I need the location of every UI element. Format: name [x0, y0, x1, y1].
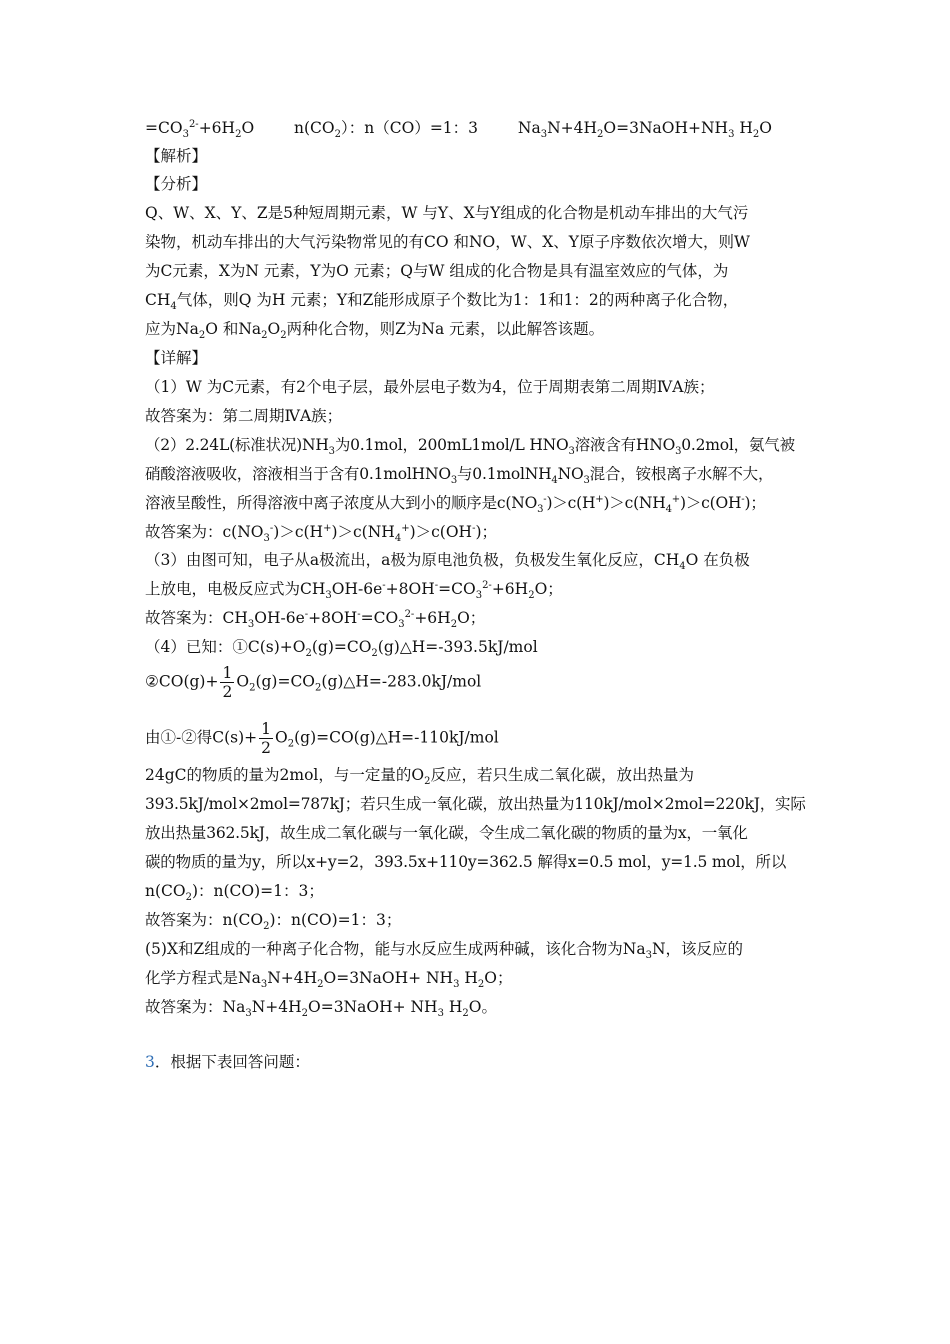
subscript: 3 [260, 979, 268, 990]
text-fragment: )＞c(NH [331, 523, 395, 541]
superscript: 2- [482, 580, 492, 591]
subscript: 2 [263, 921, 270, 932]
heading-fenxi: 【分析】 [145, 175, 208, 193]
subscript: 3 [437, 1008, 444, 1019]
text-fragment: O； [484, 969, 513, 987]
text-fragment: 化学方程式是Na [145, 969, 261, 987]
subscript: 4 [394, 533, 402, 544]
text-fragment: (g)△H=-393.5kJ/mol [377, 638, 538, 656]
detail-part4-answer [145, 910, 401, 930]
superscript: - [382, 580, 386, 591]
analysis-line-2: 染物，机动车排出的大气污染物常见的有CO 和NO，W、X、Y原子序数依次增大，则W [145, 233, 750, 251]
detail-part3-line1 [145, 550, 750, 570]
subscript: 4 [551, 475, 558, 486]
answer-fragment: =CO [145, 119, 183, 137]
answer-fragment: O [759, 119, 772, 137]
text-fragment: OH-6e [254, 609, 305, 627]
subscript: 2 [477, 979, 485, 990]
text-fragment: O [236, 672, 250, 691]
text-fragment: 由①-②得C(s)+ [145, 728, 258, 747]
text-fragment: ②CO(g)+ [145, 672, 219, 691]
text-fragment: n(CO [145, 882, 186, 900]
text-fragment: O； [457, 609, 486, 627]
text-fragment: N+4H [267, 969, 318, 987]
detail-part4-line6: 放出热量362.5kJ，故生成二氧化碳与一氧化碳，令生成二氧化碳的物质的量为x，一氧化 [145, 824, 748, 842]
subscript: 3 [583, 475, 590, 486]
text-fragment: 混合，铵根离子水解不大， [589, 465, 774, 483]
superscript: + [323, 523, 332, 534]
text-fragment: 反应，若只生成二氧化碳，放出热量为 [430, 766, 694, 784]
subscript: 4 [665, 504, 672, 515]
text-fragment: 气体，则Q 为H 元素；Y和Z能形成原子个数比为1：1和1：2的两种离子化合物， [176, 291, 739, 309]
subscript: 3 [675, 446, 682, 457]
superscript: + [401, 523, 410, 534]
detail-part2-line1 [145, 435, 795, 455]
subscript: 2 [597, 129, 604, 140]
text-fragment: )； [475, 523, 498, 541]
question-3 [145, 1052, 310, 1072]
subscript: 2 [261, 330, 268, 341]
superscript: 2- [404, 609, 415, 620]
text-fragment: 故答案为：Na [145, 998, 246, 1016]
text-fragment: +6H [491, 580, 529, 598]
answer-fragment: N+4H [547, 119, 598, 137]
text-fragment: （4）已知：①C(s)+O [145, 638, 306, 656]
subscript: 2 [198, 330, 206, 341]
detail-part4-line4 [145, 765, 694, 785]
subscript: 3 [453, 979, 460, 990]
text-fragment: +6H [414, 609, 451, 627]
analysis-line-5 [145, 319, 604, 339]
subscript: 2 [185, 892, 192, 903]
detail-part4-line5: 393.5kJ/mol×2mol=787kJ；若只生成一氧化碳，放出热量为110kJ/mol×2mol=220kJ，实际 [145, 795, 806, 813]
subscript: 3 [328, 446, 335, 457]
detail-part5-line2 [145, 968, 513, 988]
subscript: 2 [424, 776, 431, 787]
subscript: 3 [645, 950, 652, 961]
subscript: 2 [334, 129, 342, 140]
text-fragment: (g)△H=-283.0kJ/mol [321, 672, 482, 691]
subscript: 2 [249, 682, 256, 694]
detail-part1: （1）W 为C元素，有2个电子层，最外层电子数为4，位于周期表第二周期ⅣA族； [145, 378, 715, 396]
detail-part2-answer [145, 522, 497, 542]
text-fragment: N，该反应的 [651, 940, 744, 958]
subscript: 3 [182, 129, 189, 140]
text-fragment: +8OH [385, 580, 435, 598]
detail-part4-equation2 [145, 664, 481, 701]
text-fragment: NO [557, 465, 584, 483]
answer-fragment: Na [517, 119, 541, 137]
subscript: 3 [568, 446, 575, 457]
fraction-denominator: 2 [261, 739, 272, 757]
text-fragment: )＞c(NH [603, 494, 666, 512]
analysis-line-4 [145, 290, 738, 310]
subscript: 3 [728, 129, 735, 140]
text-fragment: )：n(CO)=1：3； [269, 911, 402, 929]
fraction-denominator: 2 [222, 683, 233, 701]
text-fragment: )＞c(OH [679, 494, 742, 512]
subscript: 3 [247, 619, 255, 630]
analysis-line-1: Q、W、X、Y、Z是5种短周期元素，W 与Y、X与Y组成的化合物是机动车排出的大气污 [145, 204, 749, 222]
text-fragment: +8OH [308, 609, 358, 627]
fraction-numerator: 1 [261, 720, 272, 738]
detail-part3-line2 [145, 579, 563, 599]
text-fragment: 两种化合物，则Z为Na 元素，以此解答该题。 [286, 320, 605, 338]
subscript: 3 [540, 129, 548, 140]
subscript: 2 [287, 738, 295, 750]
question-text: ．根据下表回答问题： [154, 1053, 310, 1071]
subscript: 2 [235, 129, 242, 140]
answer-fragment: +6H [198, 119, 236, 137]
subscript: 3 [475, 590, 483, 601]
subscript: 3 [263, 533, 270, 544]
text-fragment: H [464, 969, 478, 987]
fraction-one-half [220, 664, 234, 701]
text-fragment: )； [744, 494, 766, 512]
text-fragment: O=3NaOH+ NH [308, 998, 438, 1016]
subscript: 2 [450, 619, 458, 630]
superscript: - [434, 580, 439, 591]
superscript: - [543, 494, 547, 505]
text-fragment: 溶液呈酸性，所得溶液中离子浓度从大到小的顺序是c(NO [145, 494, 538, 512]
superscript: - [304, 609, 309, 620]
detail-part5-answer [145, 997, 497, 1017]
text-fragment: 为0.1mol，200mL1mol/L HNO [334, 436, 569, 454]
detail-part2-line3 [145, 493, 766, 513]
text-fragment: （3）由图可知，电子从a极流出，a极为原电池负极，负极发生氧化反应，CH [145, 551, 680, 569]
detail-part5-line1 [145, 939, 743, 959]
text-fragment: O； [534, 580, 563, 598]
subscript: 2 [301, 1008, 308, 1019]
detail-part4-equation3 [145, 720, 499, 757]
text-fragment: )＞c(H [273, 523, 324, 541]
subscript: 2 [315, 682, 322, 694]
answer-fragment: n(CO [294, 119, 335, 137]
text-fragment: O。 [468, 998, 498, 1016]
superscript: + [671, 494, 680, 505]
text-fragment: N+4H [251, 998, 302, 1016]
text-fragment: =CO [360, 609, 399, 627]
superscript: 2- [188, 119, 199, 130]
text-fragment: H [448, 998, 463, 1016]
subscript: 2 [371, 648, 378, 659]
text-fragment: OH-6e [331, 580, 383, 598]
subscript: 2 [280, 330, 287, 341]
text-fragment: =CO [438, 580, 476, 598]
answer-fragment: O=3NaOH+NH [603, 119, 729, 137]
subscript: 2 [305, 648, 312, 659]
subscript: 3 [398, 619, 405, 630]
subscript: 2 [752, 129, 760, 140]
subscript: 3 [450, 475, 457, 486]
detail-part1-answer: 故答案为：第二周期ⅣA族； [145, 407, 343, 425]
text-fragment: O 在负极 [685, 551, 750, 569]
fraction-numerator: 1 [222, 664, 233, 682]
text-fragment: 故答案为：c(NO [145, 523, 264, 541]
subscript: 3 [537, 504, 544, 515]
superscript: - [357, 609, 361, 620]
superscript: - [741, 494, 745, 505]
detail-part3-answer [145, 608, 485, 628]
analysis-line-3: 为C元素，X为N 元素，Y为O 元素；Q与W 组成的化合物是具有温室效应的气体，为 [145, 262, 729, 280]
subscript: 3 [245, 1008, 252, 1019]
subscript: 3 [325, 590, 332, 601]
text-fragment: O=3NaOH+ NH [323, 969, 454, 987]
answer-fragment: O [241, 119, 255, 137]
answer-fragment: ）：n（CO）=1：3 [341, 119, 479, 137]
text-fragment: 与0.1molNH [457, 465, 552, 483]
superscript: - [269, 523, 274, 534]
text-fragment: 应为Na [145, 320, 199, 338]
text-fragment: )＞c(OH [409, 523, 473, 541]
fraction-one-half [259, 720, 273, 757]
text-fragment: 故答案为：CH [145, 609, 248, 627]
subscript: 4 [679, 561, 686, 572]
question-number: 3 [145, 1053, 155, 1071]
subscript: 2 [317, 979, 324, 990]
heading-xiangjie: 【详解】 [145, 349, 208, 367]
text-fragment: (g)=CO(g)△H=-110kJ/mol [294, 728, 499, 747]
subscript: 2 [462, 1008, 469, 1019]
text-fragment: CH [145, 291, 171, 309]
text-fragment: O 和Na [205, 320, 262, 338]
text-fragment: O [275, 728, 288, 747]
text-fragment: 溶液含有HNO [574, 436, 676, 454]
detail-part2-line2 [145, 464, 773, 484]
text-fragment: )：n(CO)=1：3； [191, 882, 324, 900]
subscript: 2 [528, 590, 535, 601]
superscript: + [595, 494, 604, 505]
text-fragment: 故答案为：n(CO [145, 911, 264, 929]
text-fragment: (5)X和Z组成的一种离子化合物，能与水反应生成两种碱，该化合物为Na [145, 940, 646, 958]
answer-summary-line [145, 118, 772, 138]
text-fragment: )＞c(H [546, 494, 596, 512]
heading-jiexi: 【解析】 [145, 147, 208, 165]
text-fragment: 上放电，电极反应式为CH [145, 580, 326, 598]
text-fragment: （2）2.24L(标准状况)NH [145, 436, 329, 454]
text-fragment: (g)=CO [311, 638, 372, 656]
text-fragment: 硝酸溶液吸收，溶液相当于含有0.1molHNO [145, 465, 451, 483]
answer-fragment: H [739, 119, 753, 137]
detail-part4-line1 [145, 637, 538, 657]
detail-part4-line8 [145, 881, 324, 901]
text-fragment: O [267, 320, 281, 338]
superscript: - [472, 523, 476, 534]
subscript: 4 [170, 301, 177, 312]
text-fragment: 0.2mol，氨气被 [681, 436, 795, 454]
detail-part4-line7: 碳的物质的量为y，所以x+y=2，393.5x+110y=362.5 解得x=0.5 mol，y=1.5 mol，所以 [145, 853, 787, 871]
text-fragment: (g)=CO [255, 672, 316, 691]
text-fragment: 24gC的物质的量为2mol，与一定量的O [145, 766, 425, 784]
